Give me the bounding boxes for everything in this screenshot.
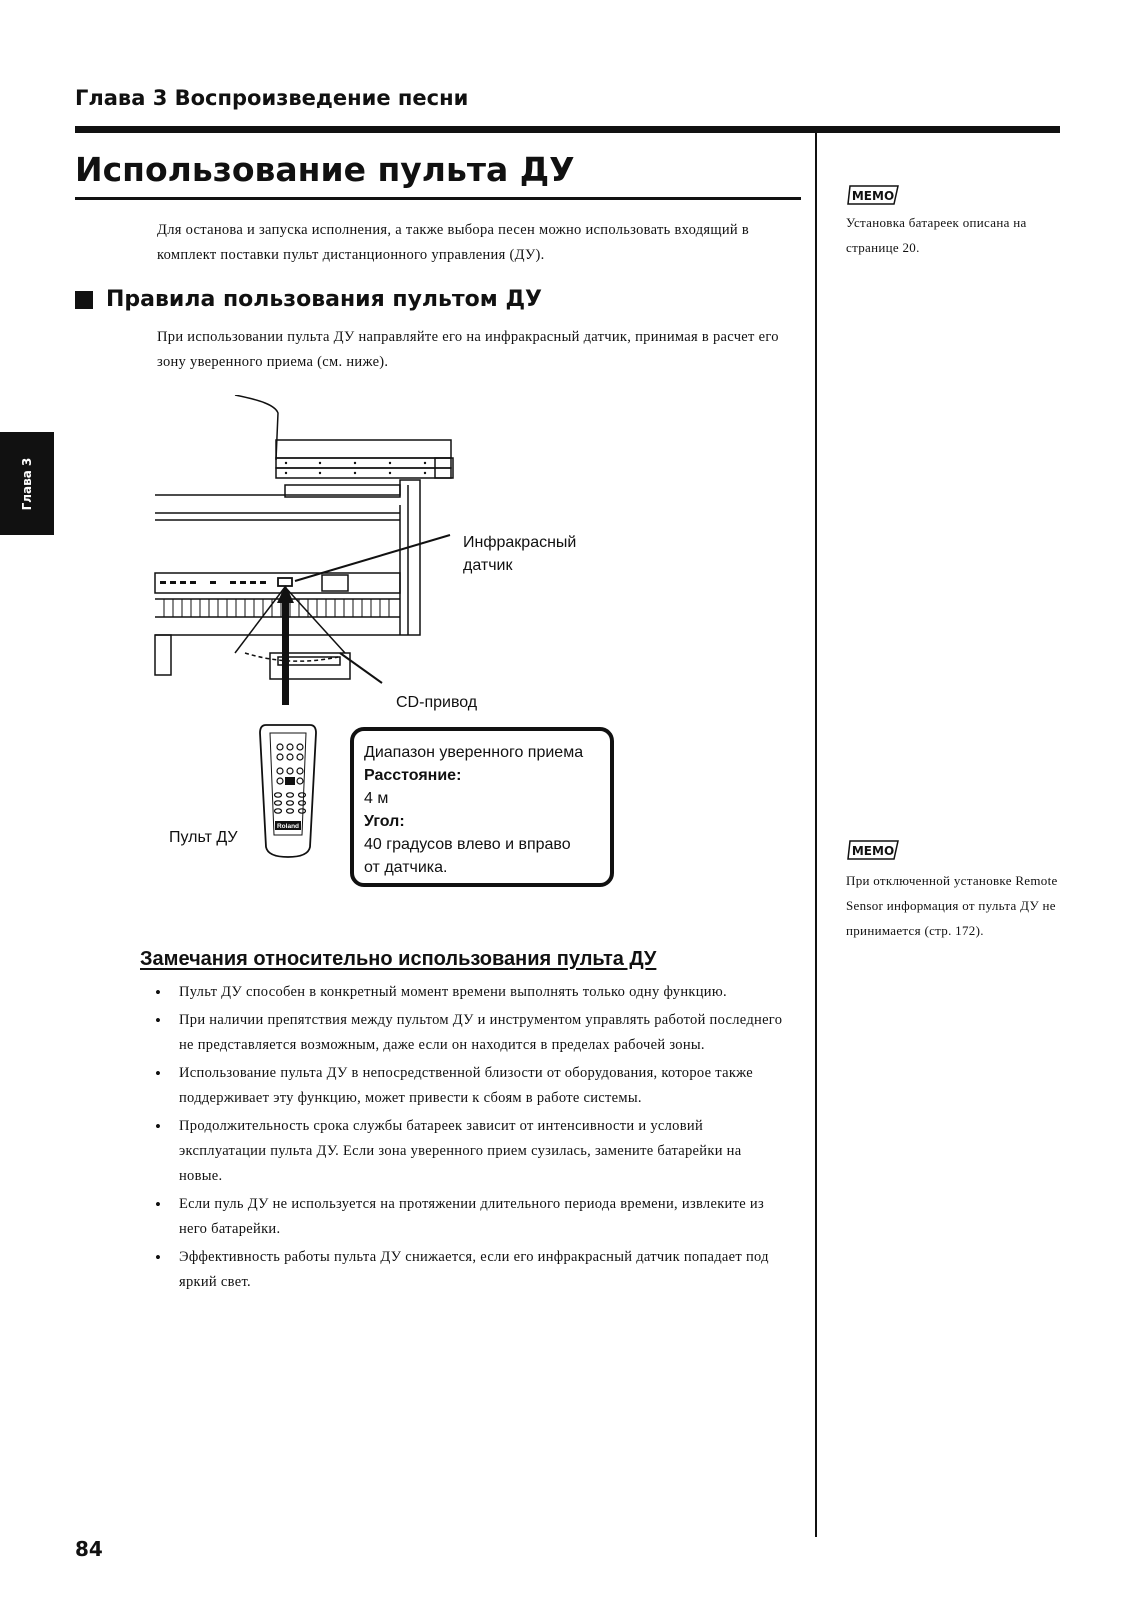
range-title: Диапазон уверенного приема <box>364 744 584 761</box>
ir-sensor-label-line2: датчик <box>463 557 513 574</box>
square-bullet-icon <box>75 291 93 309</box>
list-item: • При наличии препятствия между пультом ДУ и инструментом управлять работой последнего не представляется возможным, даже если он находится в пределах рабочей зоны. <box>155 1008 787 1058</box>
leader-lines <box>295 535 450 683</box>
memo-icon <box>846 838 902 862</box>
page-number: 84 <box>75 1537 103 1561</box>
section-heading <box>75 287 542 312</box>
remote-control-illustration <box>260 725 316 857</box>
section-paragraph: При использовании пульта ДУ направляйте его на инфракрасный датчик, принимая в расчет его зону уверенного приема (см. ниже). <box>157 329 779 370</box>
cd-drive-label: CD-привод <box>396 694 478 711</box>
notes-heading: Замечания относительно использования пульта ДУ <box>140 948 657 970</box>
list-item: • Продолжительность срока службы батареек зависит от интенсивности и условий эксплуатации пульта ДУ. Если зона уверенного прием сузилась, замените батарейки на новые. <box>155 1114 787 1189</box>
notes-list <box>155 980 787 1298</box>
remote-label: Пульт ДУ <box>169 829 238 846</box>
angle-value-line2: от датчика. <box>364 859 448 876</box>
margin-rule <box>815 132 817 1537</box>
angle-label: Угол: <box>364 813 405 830</box>
signal-arrow-icon <box>277 585 294 705</box>
section-heading-text: Правила пользования пультом ДУ <box>106 287 542 312</box>
angle-value-line1: 40 градусов влево и вправо <box>364 836 571 853</box>
list-item: • Пульт ДУ способен в конкретный момент времени выполнять только одну функцию. <box>155 980 787 1005</box>
memo-icon <box>846 183 902 207</box>
memo-note: Установка батареек описана на странице 20. <box>846 215 1027 255</box>
piano-illustration <box>155 395 453 679</box>
remote-brand-label: Roland <box>276 823 300 830</box>
list-item: • Использование пульта ДУ в непосредственной близости от оборудования, которое также поддерживает эту функцию, может привести к сбоям в работе системы. <box>155 1061 787 1111</box>
top-rule <box>75 126 1060 133</box>
reception-range-box <box>350 727 614 887</box>
piano-keys <box>164 599 389 617</box>
title-rule <box>75 197 801 200</box>
distance-label: Расстояние: <box>364 767 462 784</box>
memo-icon-text: MEMO <box>851 189 895 203</box>
distance-value: 4 м <box>364 790 389 807</box>
panel-buttons <box>160 581 266 584</box>
memo-icon-text: MEMO <box>851 844 895 858</box>
ir-sensor-label-line1: Инфракрасный <box>463 534 577 551</box>
memo-note: При отключенной установке Remote Sensor информация от пульта ДУ не принимается (стр. 172). <box>846 873 1058 938</box>
intro-paragraph: Для останова и запуска исполнения, а также выбора песен можно использовать входящий в комплект поставки пульт дистанционного управления (ДУ). <box>157 222 750 263</box>
page-title: Использование пульта ДУ <box>75 150 575 189</box>
list-item: • Эффективность работы пульта ДУ снижается, если его инфракрасный датчик попадает под яркий свет. <box>155 1245 787 1295</box>
chapter-side-tab <box>0 432 54 535</box>
chapter-header: Глава 3 Воспроизведение песни <box>75 86 469 110</box>
list-item: • Если пуль ДУ не используется на протяжении длительного периода времени, извлеките из него батарейки. <box>155 1192 787 1242</box>
side-tab-label: Глава 3 <box>20 457 34 510</box>
